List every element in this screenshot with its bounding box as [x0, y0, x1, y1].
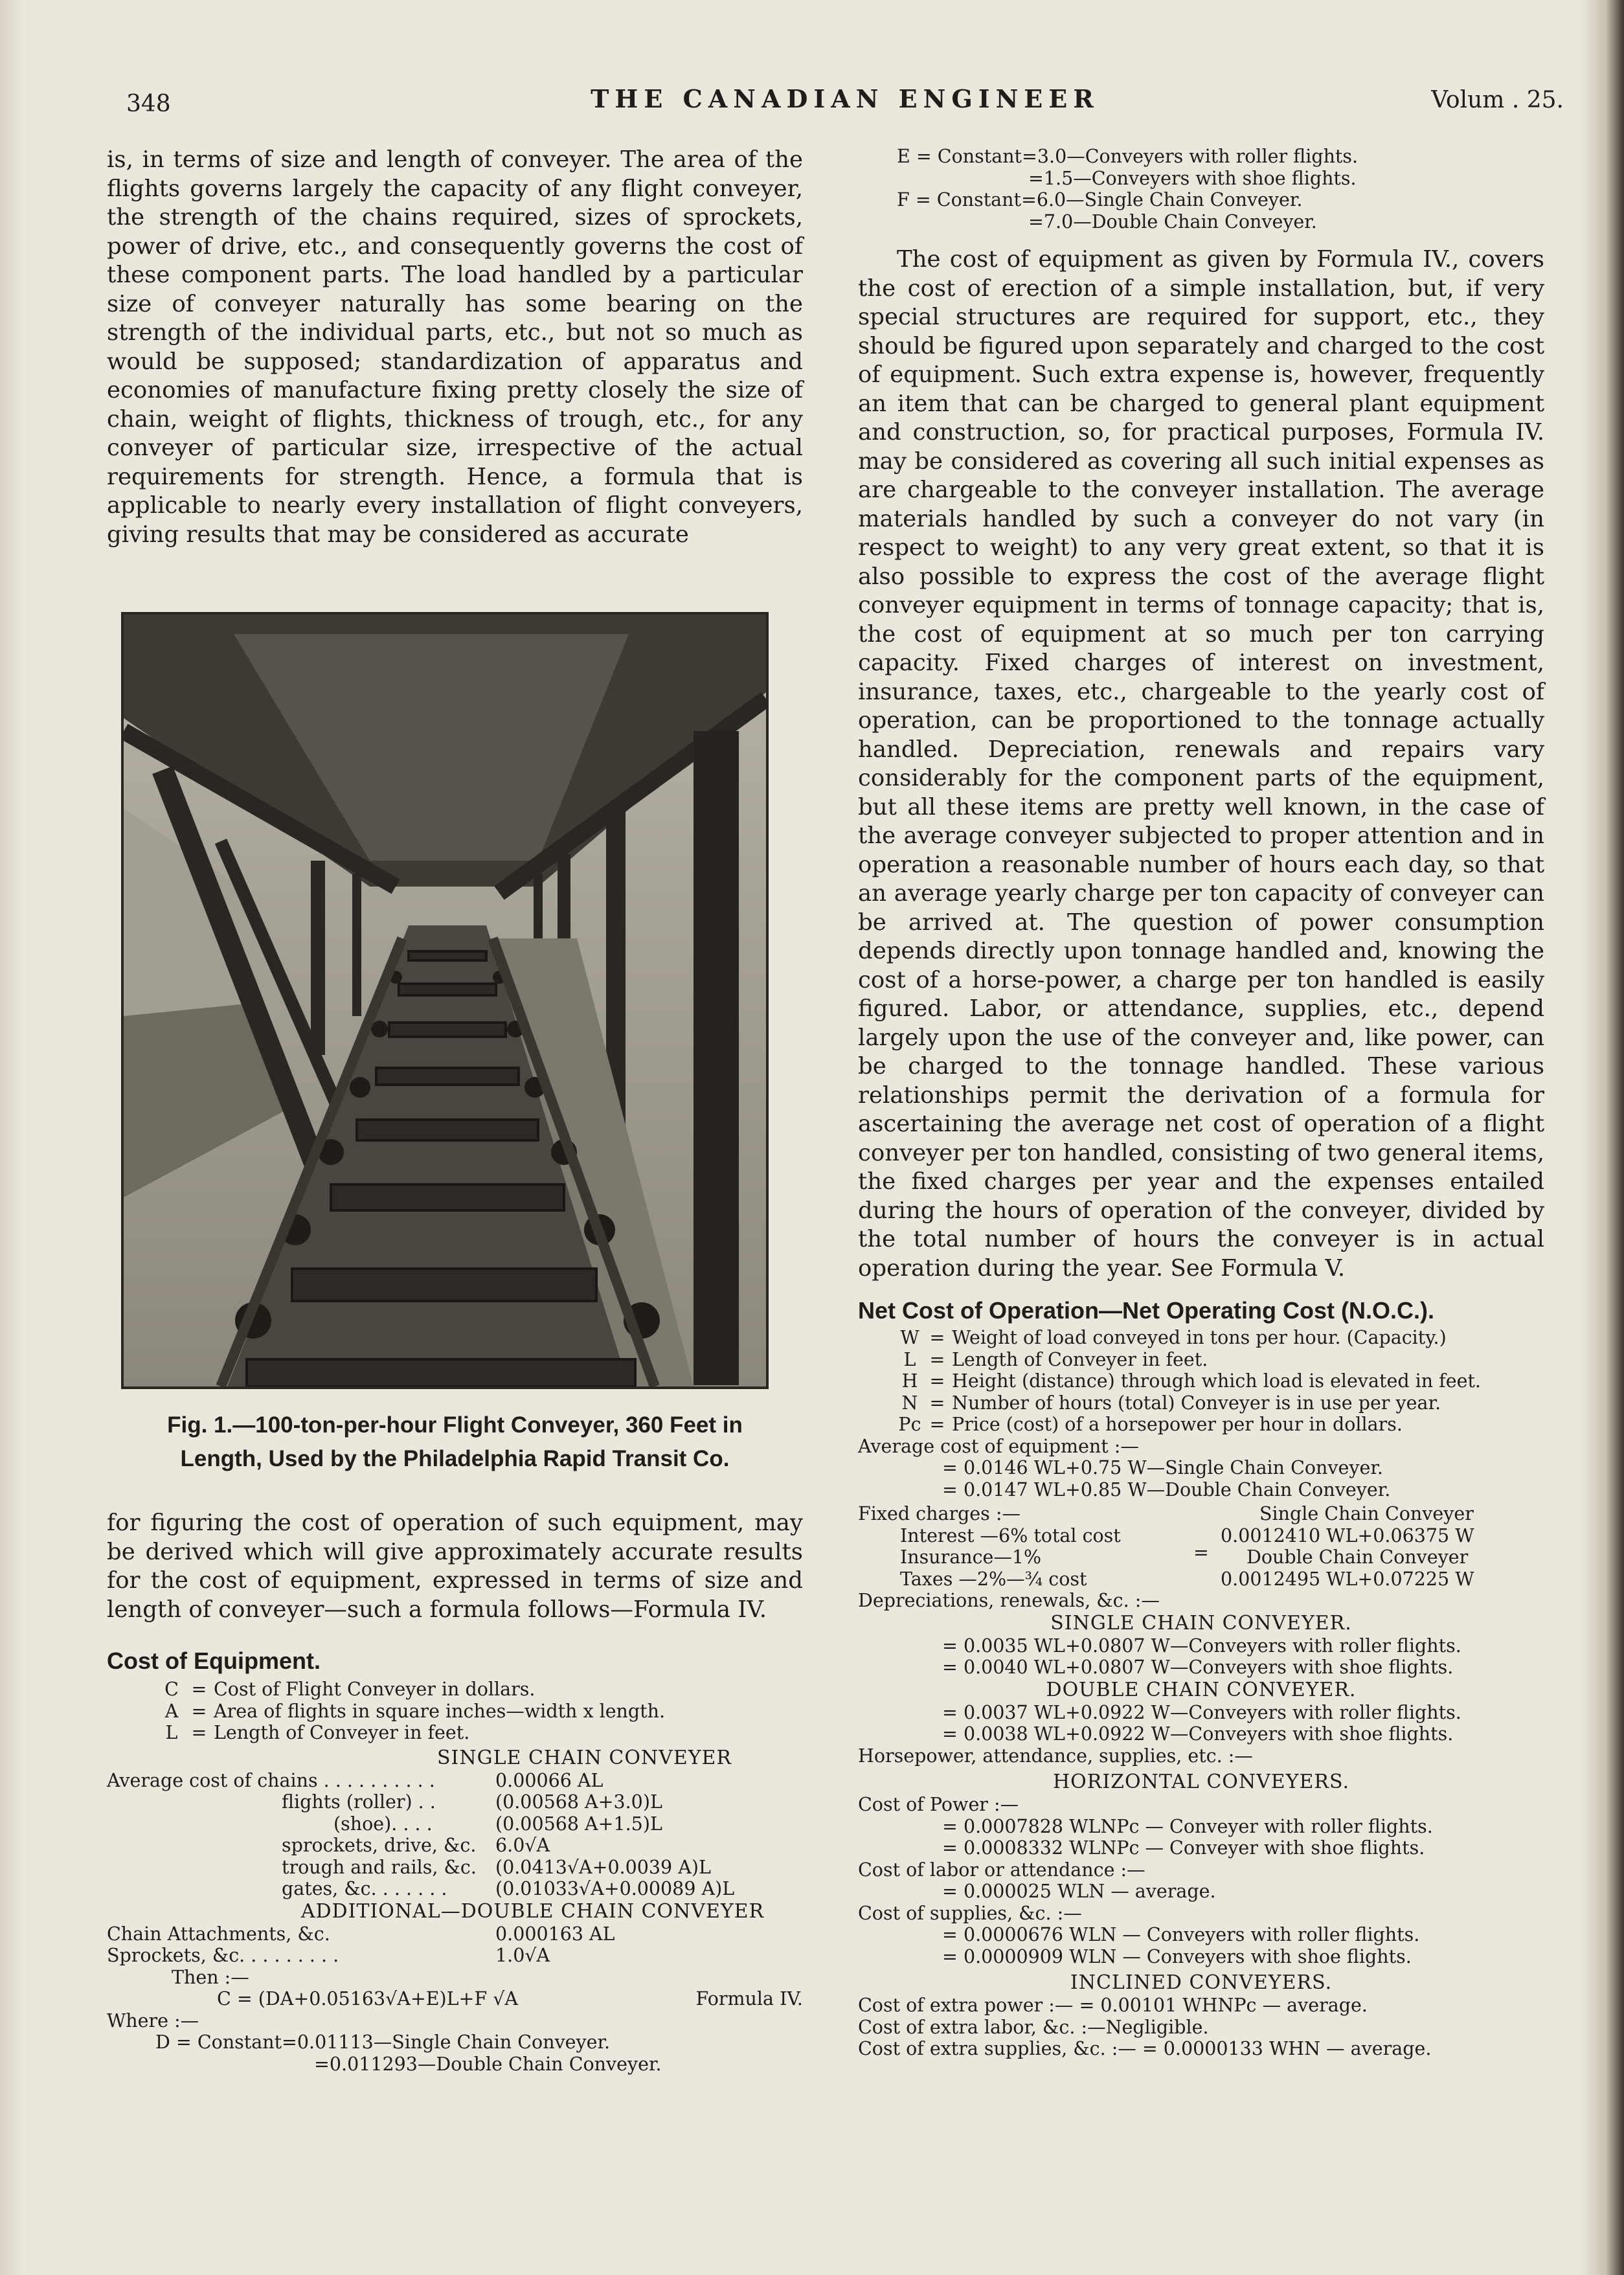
definition-equals: =: [191, 1700, 207, 1722]
cost-item-value: (0.0413√A+0.0039 A)L: [495, 1856, 711, 1878]
definition-text: Weight of load conveyed in tons per hour. (Capacity.): [952, 1327, 1447, 1348]
cost-item-value: 0.000163 AL: [495, 1923, 615, 1945]
formula-iv: C = (DA+0.05163√A+E)L+F √A: [217, 1988, 519, 2009]
definition-text: Length of Conveyer in feet.: [214, 1722, 470, 1743]
definition-symbol: L: [165, 1722, 178, 1743]
horsepower-label: Horsepower, attendance, supplies, etc. :—: [858, 1745, 1253, 1767]
fixed-single-heading: Single Chain Conveyer: [1259, 1503, 1474, 1524]
page-header: [126, 84, 1564, 123]
supplies-line-1: = 0.0000676 WLN — Conveyers with roller flights.: [942, 1924, 1420, 1945]
definition-symbol: N: [901, 1392, 918, 1414]
inclined-conveyers-heading: INCLINED CONVEYERS.: [1070, 1971, 1333, 1994]
cost-item-value: (0.00568 A+3.0)L: [495, 1791, 662, 1813]
cost-item-value: 6.0√A: [495, 1835, 550, 1856]
cost-item-value: (0.00568 A+1.5)L: [495, 1813, 662, 1835]
definition-row: [159, 1722, 803, 1744]
cost-item-row: [107, 1857, 803, 1879]
fixed-charges-left: [858, 1503, 1182, 1590]
constant-f-line-1: F = Constant=6.0—Single Chain Conveyer.: [897, 189, 1303, 210]
definition-row: [159, 1679, 803, 1701]
single-chain-costs: [107, 1747, 803, 2076]
constant-f-line-2: =7.0—Double Chain Conveyer.: [1028, 210, 1317, 232]
cost-item-label: trough and rails, &c.: [282, 1856, 477, 1878]
definition-equals: =: [929, 1327, 945, 1348]
cost-item-label: sprockets, drive, &c.: [282, 1835, 477, 1856]
definition-equals: =: [929, 1392, 945, 1414]
fixed-charges-label: Fixed charges :—: [858, 1503, 1021, 1524]
cost-item-value: 0.00066 AL: [495, 1769, 603, 1791]
fixed-charges-right: [1221, 1503, 1474, 1590]
definition-row: [897, 1370, 1544, 1392]
fixed-double-heading: Double Chain Conveyer: [1246, 1546, 1469, 1568]
single-chain-heading: SINGLE CHAIN CONVEYER: [436, 1746, 732, 1769]
single-chain-line-1: = 0.0035 WL+0.0807 W—Conveyers with roller flights.: [942, 1635, 1461, 1657]
fixed-insurance: Insurance—1%: [900, 1546, 1042, 1568]
definition-row: [897, 1414, 1544, 1436]
definition-symbol: C: [164, 1679, 179, 1700]
noc-definitions: [897, 1327, 1544, 1436]
definition-equals: =: [929, 1370, 945, 1392]
definition-row: [897, 1392, 1544, 1414]
inclined-line-1: Cost of extra power :— = 0.00101 WHNPc — average.: [858, 1995, 1368, 2016]
avg-cost-label: Average cost of equipment :—: [858, 1435, 1139, 1457]
constant-e-line-1: E = Constant=3.0—Conveyers with roller flights.: [897, 146, 1359, 167]
inclined-line-2: Cost of extra labor, &c. :—Negligible.: [858, 2016, 1209, 2038]
cost-item-label: Average cost of chains . . . . . . . . . .: [107, 1769, 435, 1791]
labor-label: Cost of labor or attendance :—: [858, 1859, 1145, 1881]
double-chain-line-2: = 0.0038 WL+0.0922 W—Conveyers with shoe flights.: [942, 1723, 1454, 1745]
page-number: 348: [126, 91, 171, 117]
single-chain-line-2: = 0.0040 WL+0.0807 W—Conveyers with shoe flights.: [942, 1657, 1454, 1678]
definition-row: [897, 1327, 1544, 1349]
noc-formulas: [858, 1436, 1544, 2060]
volume-number: Volum . 25.: [1431, 87, 1564, 113]
figure-caption: [107, 1409, 803, 1476]
figure-caption-line-2: Length, Used by the Philadelphia Rapid Transit Co.: [180, 1446, 730, 1471]
definition-text: Height (distance) through which load is elevated in feet.: [952, 1370, 1481, 1392]
definition-text: Cost of Flight Conveyer in dollars.: [214, 1679, 536, 1700]
cost-item-label: (shoe). . . .: [333, 1813, 433, 1835]
power-line-1: = 0.0007828 WLNPc — Conveyer with roller flights.: [942, 1815, 1433, 1837]
cost-item-row: [107, 1878, 803, 1900]
horizontal-conveyers-heading: HORIZONTAL CONVEYERS.: [1052, 1771, 1350, 1793]
conveyer-photo-illustration: [124, 615, 766, 1387]
cost-item-value: (0.01033√A+0.00089 A)L: [495, 1878, 735, 1899]
left-column: [107, 146, 803, 549]
cost-item-label: Chain Attachments, &c.: [107, 1923, 330, 1945]
definition-symbol: H: [901, 1370, 918, 1392]
cost-item-label: flights (roller) . .: [282, 1791, 436, 1813]
avg-cost-line-2: = 0.0147 WL+0.85 W—Double Chain Conveyer.: [942, 1478, 1391, 1500]
definition-row: [159, 1701, 803, 1723]
power-label: Cost of Power :—: [858, 1794, 1019, 1815]
right-column: [858, 146, 1544, 2060]
cost-item-row: [107, 1770, 803, 1792]
supplies-label: Cost of supplies, &c. :—: [858, 1902, 1082, 1924]
fixed-taxes: Taxes —2%—¾ cost: [900, 1568, 1087, 1590]
left-paragraph-2: for figuring the cost of operation of such equipment, may be derived which will give approximately accurate results for the cost of equipment, expressed in terms of size and length of conveyer—such a formula follows—Formula IV.: [107, 1510, 803, 1623]
where-d-line-1: D = Constant=0.01113—Single Chain Conveyer.: [155, 2032, 611, 2053]
double-chain-heading: ADDITIONAL—DOUBLE CHAIN CONVEYER: [300, 1899, 765, 1923]
cost-item-label: Sprockets, &c. . . . . . . . .: [107, 1945, 339, 1966]
definition-equals: =: [929, 1348, 945, 1370]
avg-cost-line-1: = 0.0146 WL+0.75 W—Single Chain Conveyer.: [942, 1457, 1383, 1478]
definition-symbol: W: [900, 1327, 919, 1348]
then-label: Then :—: [172, 1966, 249, 1988]
definition-equals: =: [191, 1679, 207, 1700]
depreciation-label: Depreciations, renewals, &c. :—: [858, 1590, 1160, 1611]
cost-item-row: [107, 1813, 803, 1835]
definition-text: Price (cost) of a horsepower per hour in dollars.: [952, 1414, 1403, 1435]
definition-text: Length of Conveyer in feet.: [952, 1348, 1208, 1370]
cost-item-value: 1.0√A: [495, 1945, 550, 1966]
supplies-line-2: = 0.0000909 WLN — Conveyers with shoe flights.: [942, 1945, 1412, 1967]
conveyer-photograph: [121, 612, 769, 1389]
double-chain-line-1: = 0.0037 WL+0.0922 W—Conveyers with roller flights.: [942, 1701, 1461, 1723]
where-d-line-2: =0.011293—Double Chain Conveyer.: [314, 2053, 662, 2075]
where-label: Where :—: [107, 2009, 199, 2032]
formula-iv-tag: Formula IV.: [695, 1988, 803, 2009]
fixed-interest: Interest —6% total cost: [900, 1524, 1121, 1546]
double-chain-subheading: DOUBLE CHAIN CONVEYER.: [1046, 1678, 1357, 1701]
definition-symbol: L: [903, 1348, 916, 1370]
fixed-charges-block: [858, 1503, 1544, 1590]
cost-item-label: gates, &c. . . . . . .: [282, 1878, 447, 1899]
cost-item-row: [107, 1791, 803, 1813]
definition-equals: =: [929, 1414, 945, 1435]
constant-e-line-2: =1.5—Conveyers with shoe flights.: [1028, 167, 1357, 189]
formula-iv-row: [107, 1988, 803, 2010]
definition-text: Number of hours (total) Conveyer is in use per year.: [952, 1392, 1441, 1414]
definition-equals: =: [191, 1722, 207, 1743]
cost-item-row: [107, 1945, 803, 1967]
equipment-definitions: [159, 1679, 803, 1744]
left-paragraph-1: is, in terms of size and length of conveyer. The area of the flights governs largely the capacity of any flight conveyer, the strength of the chains required, sizes of sprockets, power of drive, etc., and consequently governs the cost of these component parts. The load handled by a particular size of conveyer naturally has some bearing on the strength of the individual parts, etc., but not so much as would be supposed; standardization of apparatus and economies of manufacture fixing pretty closely the size of chain, weight of flights, thickness of trough, etc., for any conveyer of particular size, irrespective of the actual requirements for strength. Hence, a formula that is applicable to nearly every installation of flight conveyers, giving results that may be considered as accurate: [107, 146, 803, 548]
right-paragraph: The cost of equipment as given by Formula IV., covers the cost of erection of a simple installation, but, if very special structures are required for support, etc., they should be figured upon separately and charged to the cost of equipment. Such extra expense is, however, frequently an item that can be charged to general plant equipment and construction, so, for practical purposes, Formula IV. may be considered as covering all such initial expenses as are chargeable to the conveyer installation. The average materials handled by such a conveyer do not vary (in respect to weight) to any very great extent, so that it is also possible to express the cost of the average flight conveyer equipment in terms of tonnage capacity; that is, the cost of equipment at so much per ton carrying capacity. Fixed charges of interest on investment, insurance, taxes, etc., chargeable to the yearly cost of operation, can be proportioned to the tonnage actually handled. Depreciation, renewals and repairs vary considerably for the component parts of the equipment, but all these items are pretty well known, in the case of the average conveyer subjected to proper attention and in operation a reasonable number of hours each day, so that an average yearly charge per ton capacity of conveyer can be arrived at. The question of power consumption depends directly upon tonnage handled and, knowing the cost of a horse-power, a charge per ton handled is easily figured. Labor, or attendance, supplies, etc., depend largely upon the use of the conveyer and, like power, can be charged to the tonnage handled. These various relationships permit the derivation of a formula for ascertaining the average net cost of operation of a flight conveyer per ton handled, consisting of two general items, the fixed charges per year and the expenses entailed during the hours of operation of the conveyer, divided by the total number of hours the conveyer is in actual operation during the year. See Formula V.: [858, 246, 1544, 1282]
fixed-single-value: 0.0012410 WL+0.06375 W: [1221, 1524, 1474, 1546]
left-lower-section: [107, 1509, 803, 2075]
single-chain-subheading: SINGLE CHAIN CONVEYER.: [1050, 1611, 1352, 1635]
definition-symbol: Pc: [898, 1414, 921, 1435]
labor-line-1: = 0.000025 WLN — average.: [942, 1881, 1216, 1902]
definition-text: Area of flights in square inches—width x length.: [214, 1700, 666, 1722]
fixed-equals: =: [1193, 1542, 1209, 1563]
cost-item-row: [107, 1923, 803, 1945]
cost-item-row: [107, 1835, 803, 1857]
journal-title: THE CANADIAN ENGINEER: [591, 84, 1100, 113]
noc-heading: Net Cost of Operation—Net Operating Cost (N.O.C.).: [858, 1297, 1435, 1324]
definition-symbol: A: [164, 1700, 179, 1722]
fixed-double-value: 0.0012495 WL+0.07225 W: [1221, 1568, 1474, 1590]
constants-e-f: [897, 146, 1544, 232]
definition-row: [897, 1349, 1544, 1371]
figure-caption-line-1: Fig. 1.—100-ton-per-hour Flight Conveyer, 360 Feet in: [167, 1412, 743, 1438]
power-line-2: = 0.0008332 WLNPc — Conveyer with shoe flights.: [942, 1837, 1425, 1859]
inclined-line-3: Cost of extra supplies, &c. :— = 0.0000133 WHN — average.: [858, 2038, 1432, 2059]
cost-of-equipment-heading: Cost of Equipment.: [107, 1647, 321, 1674]
